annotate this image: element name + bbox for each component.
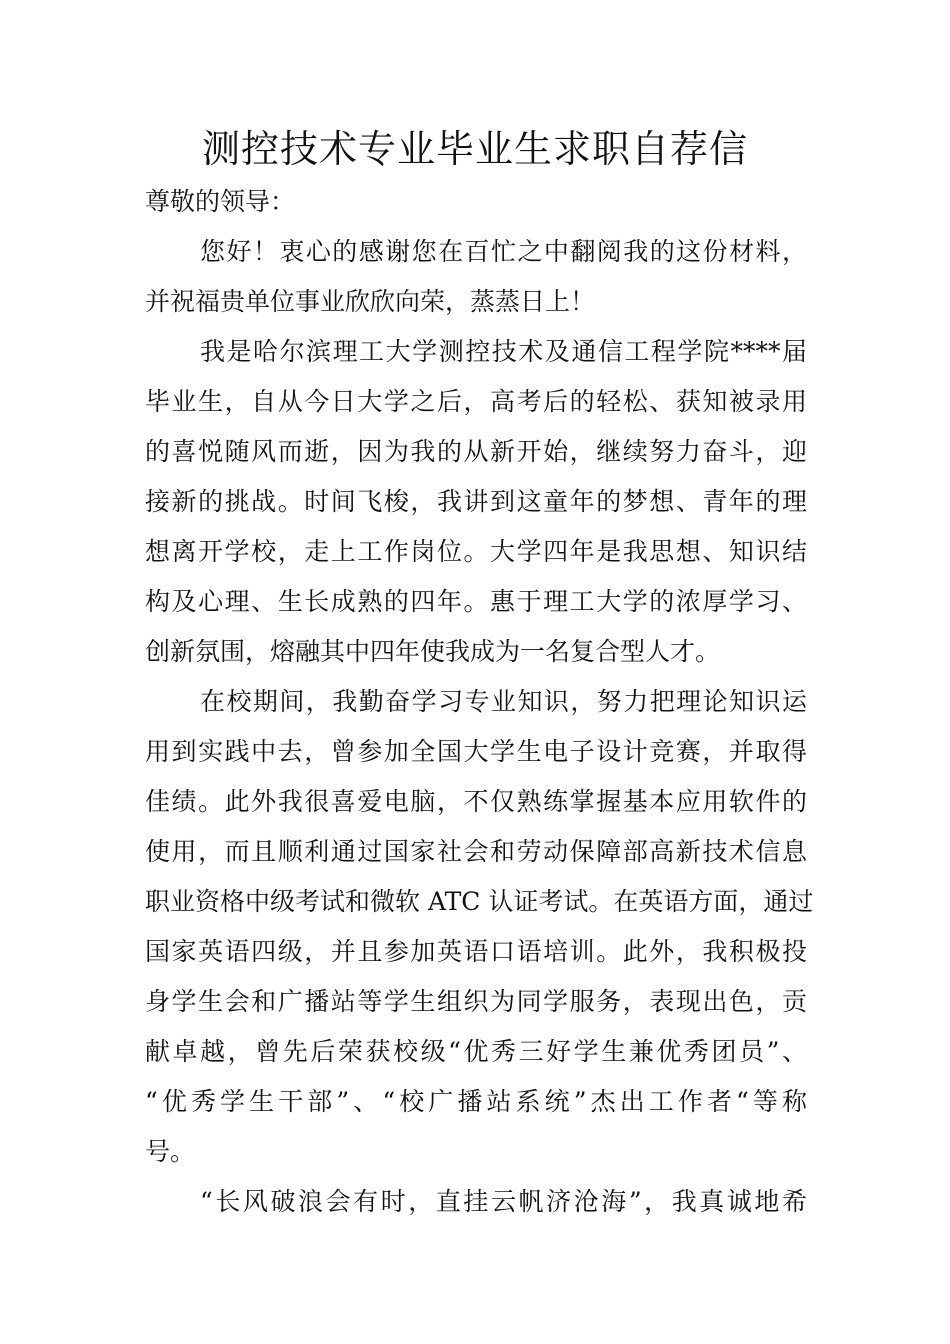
text-line: 并祝福贵单位事业欣欣向荣，蒸蒸日上！: [145, 287, 596, 316]
text-line: 用到实践中去，曾参加全国大学生电子设计竞赛，并取得: [145, 737, 807, 766]
text-line: 您好！衷心的感谢您在百忙之中翻阅我的这份材料，: [200, 237, 807, 266]
text-line: 号。: [145, 1137, 196, 1166]
paragraph-school-experience: [145, 677, 814, 1177]
text-line: 佳绩。此外我很喜爱电脑，不仅熟练掌握基本应用软件的: [145, 787, 807, 816]
text-line: 在校期间，我勤奋学习专业知识，努力把理论知识运: [200, 687, 807, 716]
paragraph-closing: [145, 1177, 807, 1227]
letter-body: [145, 177, 814, 1227]
salutation: 尊敬的领导：: [145, 187, 296, 216]
text-line: 想离开学校，走上工作岗位。大学四年是我思想、知识结: [145, 537, 807, 566]
text-line: 身学生会和广播站等学生组织为同学服务，表现出色，贡: [145, 987, 807, 1016]
document-title: 测控技术专业毕业生求职自荐信: [201, 127, 748, 171]
text-line: 接新的挑战。时间飞梭，我讲到这童年的梦想、青年的理: [145, 487, 807, 516]
text-line: “长风破浪会有时，直挂云帆济沧海”，我真诚地希: [200, 1187, 807, 1216]
text-line: 职业资格中级考试和微软 ATC 认证考试。在英语方面，通过: [145, 887, 814, 916]
paragraph-greeting: [145, 227, 807, 327]
text-line: 毕业生，自从今日大学之后，高考后的轻松、获知被录用: [145, 387, 807, 416]
paragraph-introduction: [145, 327, 807, 677]
text-line: 国家英语四级，并且参加英语口语培训。此外，我积极投: [145, 937, 807, 966]
text-line: 创新氛围，熔融其中四年使我成为一名复合型人才。: [145, 637, 721, 666]
text-line: 使用，而且顺利通过国家社会和劳动保障部高新技术信息: [145, 837, 807, 866]
text-line: 我是哈尔滨理工大学测控技术及通信工程学院****届: [200, 337, 807, 366]
text-line: 献卓越，曾先后荣获校级“优秀三好学生兼优秀团员”、: [145, 1037, 807, 1066]
text-line: 构及心理、生长成熟的四年。惠于理工大学的浓厚学习、: [145, 587, 807, 616]
text-line: 的喜悦随风而逝，因为我的从新开始，继续努力奋斗，迎: [145, 437, 807, 466]
text-line: “优秀学生干部”、“校广播站系统”杰出工作者“等称: [145, 1087, 807, 1116]
